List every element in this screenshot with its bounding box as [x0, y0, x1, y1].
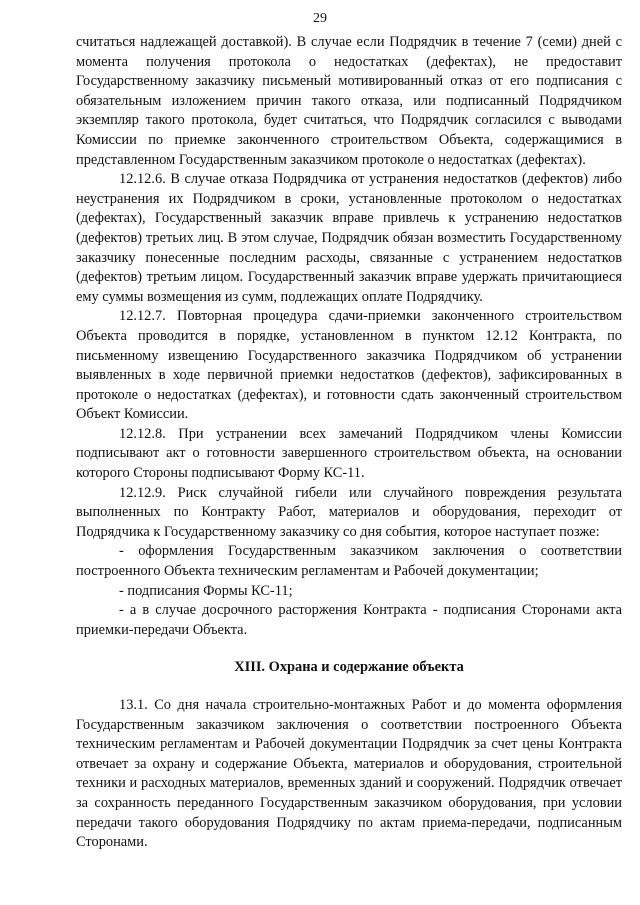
section-heading: XIII. Охрана и содержание объекта	[234, 659, 464, 676]
list-item: - оформления Государственным заказчиком заключения о соответствии построенного Объекта техническим регламентам и Рабочей документации;	[76, 543, 622, 580]
paragraph-12-12-6: 12.12.6. В случае отказа Подрядчика от устранения недостатков (дефектов) либо неустранения их Подрядчиком в сроки, установленные протоколом о недостатках (дефектах), Государственный заказчик вправе привлечь к устранению недостатков (дефектов) третьих лиц. В этом случае, Подрядчик обязан возместить Государственному заказчику понесенные последним расходы, связанные с устранением недостатков (дефектов) третьим лицом. Государственный заказчик вправе удержать причитающиеся ему суммы возмещения из сумм, подлежащих оплате Подрядчику.	[76, 171, 622, 305]
list-item: - подписания Формы КС-11;	[119, 582, 293, 599]
paragraph-13-1: 13.1. Со дня начала строительно-монтажных Работ и до момента оформления Государственным заказчиком заключения о соответствии построенного Объекта техническим регламентам и Рабочей документации Подрядчик за счет цены Контракта отвечает за охрану и содержание Объекта, материалов и оборудования, строительной техники и расходных материалов, временных зданий и сооружений. Подрядчик отвечает за сохранность переданного Государственным заказчиком оборудования, при условии передачи такого оборудования Подрядчику по актам приема-передачи, подписанным Сторонами.	[76, 697, 622, 851]
list-item: - а в случае досрочного расторжения Контракта - подписания Сторонами акта приемки-передачи Объекта.	[76, 602, 622, 638]
document-body	[76, 33, 622, 853]
page-number: 29	[313, 11, 327, 26]
paragraph-continuation: считаться надлежащей доставкой). В случае если Подрядчик в течение 7 (семи) дней с момента получения протокола о недостатках (дефектах), не предоставит Государственному заказчику письменый мотивированный отказ от его подписания с обязательным изложением причин такого отказа, или подписанный Подрядчиком экземпляр такого протокола, будет считаться, что Подрядчик согласился с выводами Комиссии по приемке законченного строительством Объекта, содержащимися в представленном Государственным заказчиком протоколе о недостатках (дефектах).	[76, 34, 622, 168]
paragraph-12-12-7: 12.12.7. Повторная процедура сдачи-приемки законченного строительством Объекта проводится в порядке, установленном в пунктом 12.12 Контракта, по письменному извещению Государственного заказчика Подрядчиком об устранении выявленных в ходе первичной приемки недостатков (дефектов), зафиксированных в протоколе о недостатках (дефектах), и готовности сдать законченный строительством Объект Комиссии.	[76, 308, 622, 423]
paragraph-12-12-8: 12.12.8. При устранении всех замечаний Подрядчиком члены Комиссии подписывают акт о готовности завершенного строительством объекта, на основании которого Стороны подписывают Форму КС-11.	[76, 425, 622, 482]
paragraph-12-12-9: 12.12.9. Риск случайной гибели или случайного повреждения результата выполненных по Контракту Работ, материалов и оборудования, переходит от Подрядчика к Государственному заказчику со дня события, которое наступает позже:	[76, 484, 622, 540]
